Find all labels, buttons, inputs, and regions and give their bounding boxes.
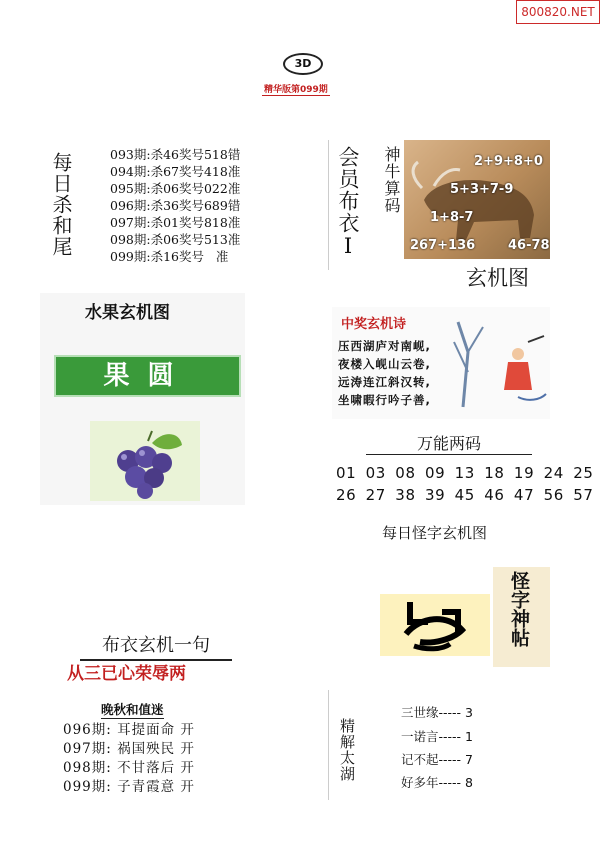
late-autumn-line: 099期: 子青霞意 开 [63, 779, 195, 795]
ox-number: 1+8-7 [430, 210, 474, 225]
fruit-section-title: 水果玄机图 [85, 303, 170, 323]
site-watermark: 800820.NET [516, 0, 600, 24]
tail-line: 098期:杀06奖号513准 [110, 232, 241, 247]
late-autumn-title: 晚秋和值迷 [101, 702, 164, 717]
odd-char-title: 每日怪字玄机图 [382, 524, 488, 542]
sentence-title: 布衣玄机一句 [80, 631, 232, 661]
column-divider [328, 140, 329, 270]
late-autumn-line: 097期: 祸国殃民 开 [63, 741, 195, 757]
odd-char-image [380, 594, 490, 656]
scholar-icon [448, 312, 548, 412]
ox-calc-title: 神牛算码 [382, 146, 401, 214]
xuanji-label: 玄机图 [466, 266, 529, 290]
jingjie-title: 精解太湖 [338, 718, 356, 782]
tail-line: 096期:杀36奖号689错 [110, 198, 241, 213]
sentence-highlight: 从三已心荣辱两 [67, 664, 186, 684]
odd-script-image [493, 567, 550, 667]
brand-logo: 3D [283, 53, 323, 75]
odd-glyph-icon [380, 594, 490, 656]
poem-line: 夜楼入岘山云卷, [338, 357, 431, 371]
ox-number: 46-78 [508, 238, 550, 253]
scholar-illustration [448, 312, 548, 412]
ox-number: 2+9+8+0 [474, 154, 543, 169]
tail-line: 094期:杀67奖号418准 [110, 164, 241, 179]
tail-line: 097期:杀01奖号818准 [110, 215, 241, 230]
code-row: 01 03 08 09 13 18 19 24 25 [336, 464, 594, 482]
poem-line: 远涛连江斜汉转, [338, 375, 431, 389]
jingjie-line: 一诺言----- 1 [401, 729, 473, 744]
late-autumn-line: 096期: 耳提面命 开 [63, 722, 195, 738]
late-autumn-line: 098期: 不甘落后 开 [63, 760, 195, 776]
code-row: 26 27 38 39 45 46 47 56 57 [336, 486, 594, 504]
tail-line: 095期:杀06奖号022准 [110, 181, 241, 196]
jingjie-line: 三世缘----- 3 [401, 705, 473, 720]
ox-number: 267+136 [410, 238, 476, 253]
poem-line: 压西湖庐对南岘, [338, 339, 431, 353]
tail-list [110, 146, 240, 265]
column-divider [328, 690, 329, 800]
member-section-title: 会员布衣I [336, 146, 360, 259]
fruit-label-banner: 果圆 [54, 355, 241, 397]
two-code-title: 万能两码 [366, 434, 532, 455]
poem-line: 坐啸暇行吟子善, [338, 393, 431, 407]
poem-title: 中奖玄机诗 [341, 317, 407, 332]
grape-image [90, 421, 200, 501]
jingjie-line: 记不起----- 7 [401, 752, 473, 767]
ox-image [404, 140, 550, 259]
tail-line: 099期:杀16奖号 准 [110, 249, 229, 264]
jingjie-line: 好多年----- 8 [401, 775, 473, 790]
grape-icon [90, 421, 200, 501]
ox-number: 5+3+7-9 [450, 182, 514, 197]
tail-section-title: 每日杀和尾 [49, 152, 73, 257]
issue-label: 精华版第099期 [262, 82, 330, 96]
tail-line: 093期:杀46奖号518错 [110, 147, 241, 162]
odd-script-text: 怪字神帖 [508, 571, 530, 647]
